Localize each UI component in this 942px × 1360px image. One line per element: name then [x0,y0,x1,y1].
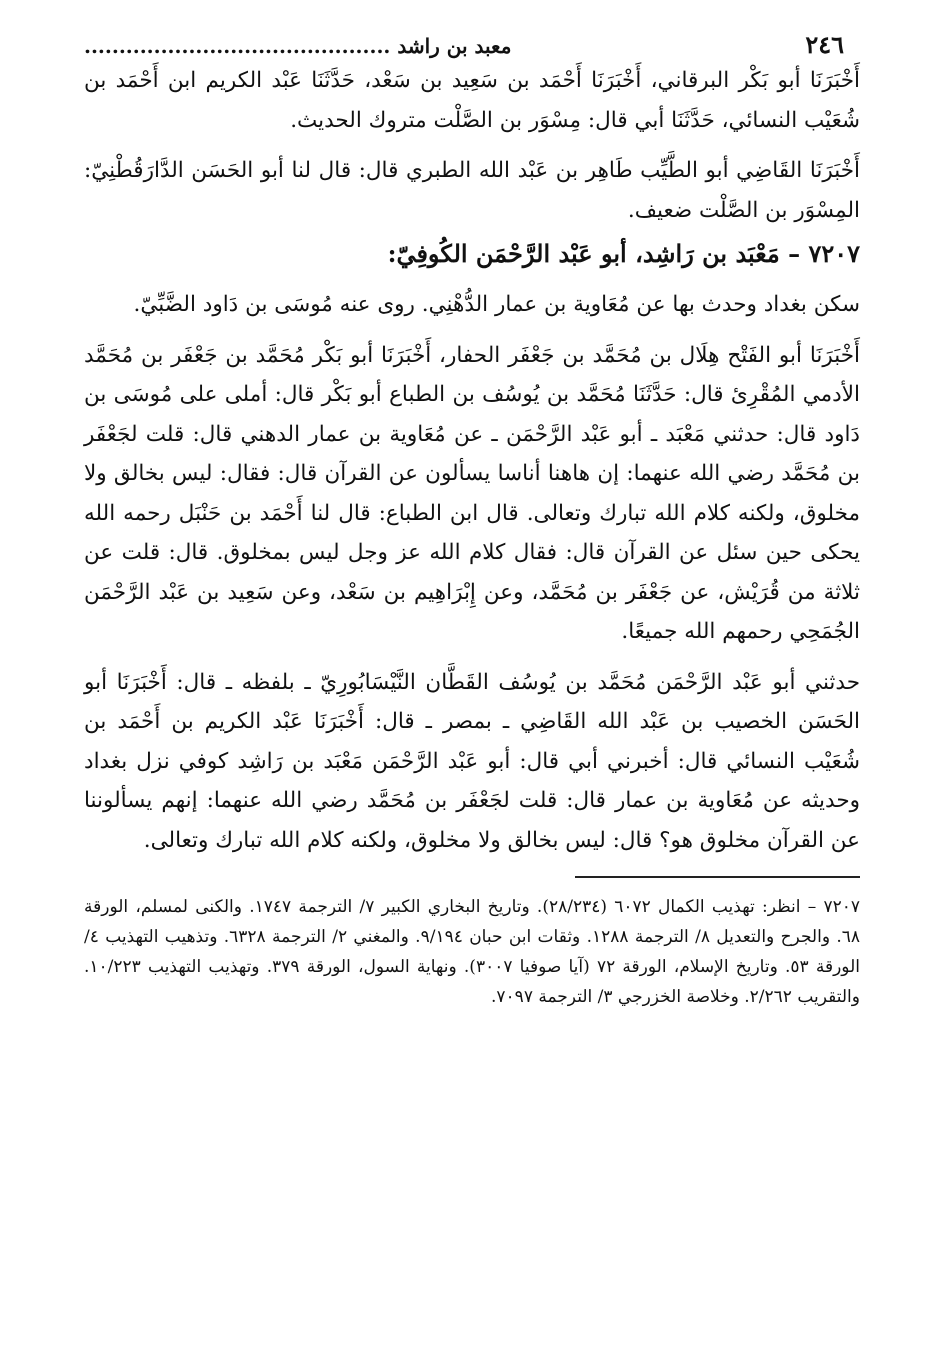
paragraph-1: أَخْبَرَنَا أبو بَكْر البرقاني، أَخْبَرَنَا أَحْمَد بن سَعِيد بن سَعْد، حَدَّثَنَا عَبْد الكريم ابن أَحْمَد بن شُعَيْب النسائي، حَدَّثَنَا أبي قال: مِسْوَر بن الصَّلْت متروك الحديث. [84,68,860,133]
running-title: معبد بن راشد ............................................ [84,34,512,58]
footnote: ٧٢٠٧ – انظر: تهذيب الكمال ٦٠٧٢ (٢٨/٢٣٤). وتاريخ البخاري الكبير ٧/ الترجمة ١٧٤٧. والكنى لمسلم، الورقة ٦٨. والجرح والتعديل ٨/ الترجمة ١٢٨٨. وثقات ابن حبان ٩/١٩٤. والمغني ٢/ الترجمة ٦٣٢٨. وتذهيب التهذيب ٤/ الورقة ٥٣. وتاريخ الإسلام، الورقة ٧٢ (آيا صوفيا ٣٠٠٧). ونهاية السول، الورقة ٣٧٩. وتهذيب التهذيب ١٠/٢٢٣. والتقريب ٢/٢٦٢. وخلاصة الخزرجي ٣/ الترجمة ٧٠٩٧. [84,897,861,1007]
page-header [84,30,844,61]
paragraph-5: حدثني أبو عَبْد الرَّحْمَن مُحَمَّد بن يُوسُف القَطَّان النَّيْسَابُورِيّ ـ بلفظه ـ قال: أَخْبَرَنَا أبو الحَسَن الخصيب بن عَبْد الله القَاضِي ـ بمصر ـ قال: أَخْبَرَنَا عَبْد الكريم بن أَحْمَد بن شُعَيْب النسائي قال: أخبرني أبي قال: أبو عَبْد الرَّحْمَن مَعْبَد بن رَاشِد كوفي نزل بغداد وحديثه عن مُعَاوية بن عمار قال: قلت لجَعْفَر بن مُحَمَّد رضي الله عنهما: إنهم يسألوننا عن القرآن مخلوق هو؟ قال: ليس بخالق ولا مخلوق، ولكنه كلام الله تبارك وتعالى. [84,669,860,853]
paragraph-4: أَخْبَرَنَا أبو الفَتْح هِلَال بن مُحَمَّد بن جَعْفَر الحفار، أَخْبَرَنَا أبو بَكْر مُحَمَّد بن جَعْفَر بن مُحَمَّد الأدمي المُقْرِئ قال: حَدَّثَنَا مُحَمَّد بن يُوسُف بن الطباع أبو بَكْر قال: أملى على مُوسَى بن دَاود قال: حدثني مَعْبَد ـ أبو عَبْد الرَّحْمَن ـ عن مُعَاوية بن عمار الدهني قال: قلت لجَعْفَر بن مُحَمَّد رضي الله عنهما: إن هاهنا أناسا يسألون عن القرآن قال: فقال: ليس بخالق ولا مخلوق، ولكنه كلام الله تبارك وتعالى. قال ابن الطباع: قال لنا أَحْمَد بن حَنْبَل رحمه الله يحكى حين سئل عن القرآن قال: فقال كلام الله عز وجل ليس بمخلوق. قال: قلت عن ثلاثة من قُرَيْش، عن جَعْفَر بن مُحَمَّد، وعن إِبْرَاهِيم بن سَعْد، وعن سَعِيد بن عَبْد الرَّحْمَن الجُمَحِي رحمهم الله جميعًا. [84,342,860,644]
book-page [84,30,860,1012]
paragraph-3: سكن بغداد وحدث بها عن مُعَاوية بن عمار الدُّهْنِي. روى عنه مُوسَى بن دَاود الضَّبِّيّ. [133,292,860,317]
page-number: ٢٤٦ [805,30,844,59]
paragraph-2: أَخْبَرَنَا القَاضِي أبو الطَّيِّب طَاهِر بن عَبْد الله الطبري قال: قال لنا أبو الحَسَن الدَّارَقُطْنِيّ: المِسْوَر بن الصَّلْت ضعيف. [84,158,860,223]
footnote-divider [575,876,860,878]
entry-heading: ٧٢٠٧ – مَعْبَد بن رَاشِد، أبو عَبْد الرَّحْمَن الكُوفِيّ: [387,239,860,268]
